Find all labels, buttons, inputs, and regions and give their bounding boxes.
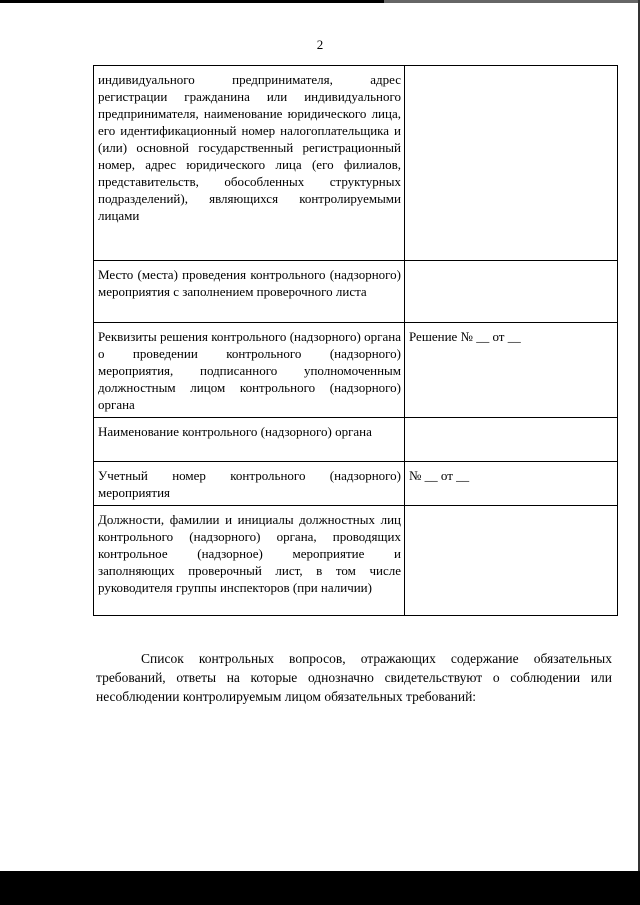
checklist-intro-paragraph: Список контрольных вопросов, отражающих содержание обязательных требований, ответы на которые однозначно свидетельствуют о соблюдении или несоблюдении контролируемым лицом обязательных требований:	[96, 651, 612, 704]
table-row	[94, 418, 618, 462]
row-value-event-location	[405, 261, 618, 323]
page-number: 2	[316, 37, 324, 52]
table-row	[94, 506, 618, 616]
scan-border-top	[0, 0, 640, 3]
table-row	[94, 66, 618, 261]
row-value-decision-details: Решение № __ от __	[405, 323, 618, 418]
row-label-authority-name: Наименование контрольного (надзорного) органа	[94, 418, 405, 462]
row-label-controlled-person-address: индивидуального предпринимателя, адрес регистрации гражданина или индивидуального предпринимателя, наименование юридического лица, его идентификационный номер налогоплательщика и (или) основной государственный регистрационный номер, адрес юридического лица (его филиалов, представительств, обособленных структурных подразделений), являющихся контролируемыми лицами	[94, 66, 405, 261]
table-row	[94, 261, 618, 323]
row-value-controlled-person-address	[405, 66, 618, 261]
row-value-registration-number: № __ от __	[405, 462, 618, 506]
row-label-event-location: Место (места) проведения контрольного (надзорного) мероприятия с заполнением проверочного листа	[94, 261, 405, 323]
row-value-inspectors	[405, 506, 618, 616]
row-label-decision-details: Реквизиты решения контрольного (надзорного) органа о проведении контрольного (надзорного) мероприятия, подписанного уполномоченным должностным лицом контрольного (надзорного) органа	[94, 323, 405, 418]
row-value-authority-name	[405, 418, 618, 462]
table-row	[94, 462, 618, 506]
row-label-inspectors: Должности, фамилии и инициалы должностных лиц контрольного (надзорного) органа, проводящих контрольное (надзорное) мероприятие и заполняющих проверочный лист, в том числе руководителя группы инспекторов (при наличии)	[94, 506, 405, 616]
scan-border-bottom	[0, 871, 640, 905]
table-row	[94, 323, 618, 418]
inspection-info-table	[93, 65, 618, 616]
row-label-registration-number: Учетный номер контрольного (надзорного) мероприятия	[94, 462, 405, 506]
